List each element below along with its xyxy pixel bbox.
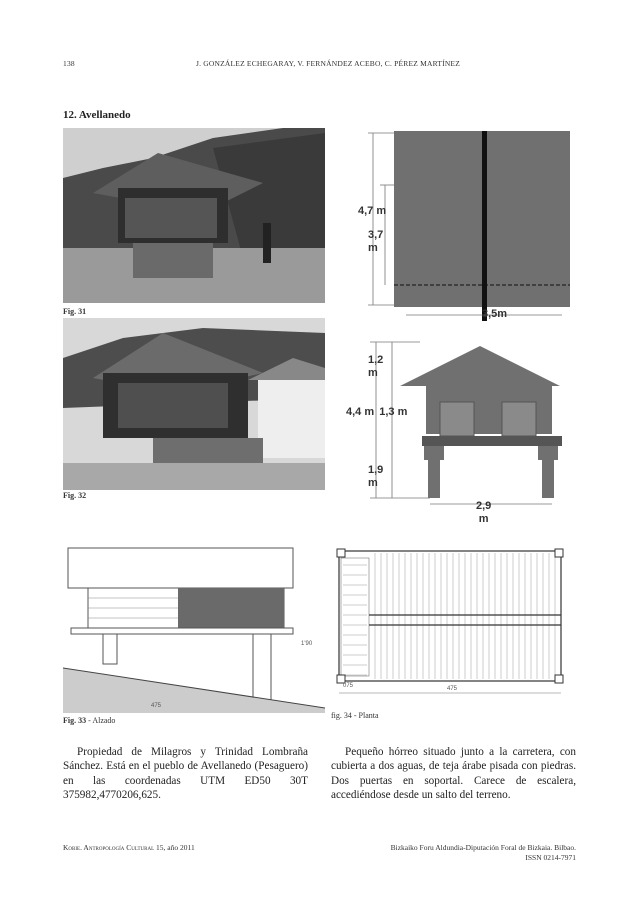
footer-publisher-line: Bizkaiko Foru Aldundia-Diputación Foral de Bizkaia. Bilbao. (390, 843, 576, 852)
fig34-small-dimension: 075 (343, 683, 354, 689)
fig33-width-dimension: 475 (151, 703, 162, 709)
plan-drawing-fig34 (331, 543, 579, 703)
horreo-photo-image (63, 318, 325, 490)
running-header-authors: J. GONZÁLEZ ECHEGARAY, V. FERNÁNDEZ ACEBO, C. PÉREZ MARTÍNEZ (196, 59, 460, 68)
fig34-width-dimension: 475 (447, 686, 458, 692)
elevation-width-unit: m (478, 513, 489, 525)
plan-height-unit: m (376, 205, 387, 217)
page-number: 138 (63, 59, 75, 68)
plan-height-inner-unit: m (368, 242, 378, 254)
horreo-photo-image (63, 128, 325, 303)
paragraph-location: Propiedad de Milagros y Trinidad Lombraña Sánchez. Está en el pueblo de Avellanedo (Pesaguero) en las coordenadas UTM ED50 30T 375982,4770206,625. (63, 746, 308, 802)
elevation-roof-height: 1,2 (368, 354, 384, 366)
footer-journal: Kobie. Antropología Cultural 15, año 2011 (63, 843, 195, 852)
section-title: 12. Avellanedo (63, 109, 131, 121)
elevation-roof-unit: m (368, 367, 378, 379)
elevation-base-unit: m (368, 477, 378, 489)
figure-caption-fig34: fig. 34 - Planta (331, 711, 379, 720)
elevation-dimension-diagram (340, 338, 580, 528)
elevation-mid-unit: m (397, 406, 408, 418)
footer-publisher (380, 843, 576, 863)
plan-width: 3,5m (482, 308, 508, 320)
plan-height-inner: 3,7 (368, 229, 384, 241)
horreo-photo-fig32 (63, 318, 325, 490)
horreo-photo-fig31 (63, 128, 325, 303)
elevation-drawing-fig33 (63, 543, 325, 713)
fig33-height-dimension: 1'90 (301, 641, 313, 647)
paragraph-description: Pequeño hórreo situado junto a la carretera, con cubierta a dos aguas, de teja árabe pisada con piedras. Dos puertas en soportal. Carece de escalera, accediéndose desde un salto del terreno. (331, 746, 576, 802)
elevation-total-unit: m (364, 406, 375, 418)
elevation-mid-height: 1,3 (379, 406, 395, 418)
figure-caption-fig33: Fig. 33 - Alzado (63, 716, 116, 725)
elevation-total-height: 4,4 (346, 406, 362, 418)
elevation-width: 2,9 (476, 500, 492, 512)
elevation-base-height: 1,9 (368, 464, 384, 476)
plan-dimension-diagram (340, 125, 580, 325)
footer-issn: ISSN 0214-7971 (525, 853, 576, 862)
plan-height-total: 4,7 (358, 205, 374, 217)
figure-label-fig31: Fig. 31 (63, 307, 87, 316)
figure-label-fig32: Fig. 32 (63, 491, 87, 500)
